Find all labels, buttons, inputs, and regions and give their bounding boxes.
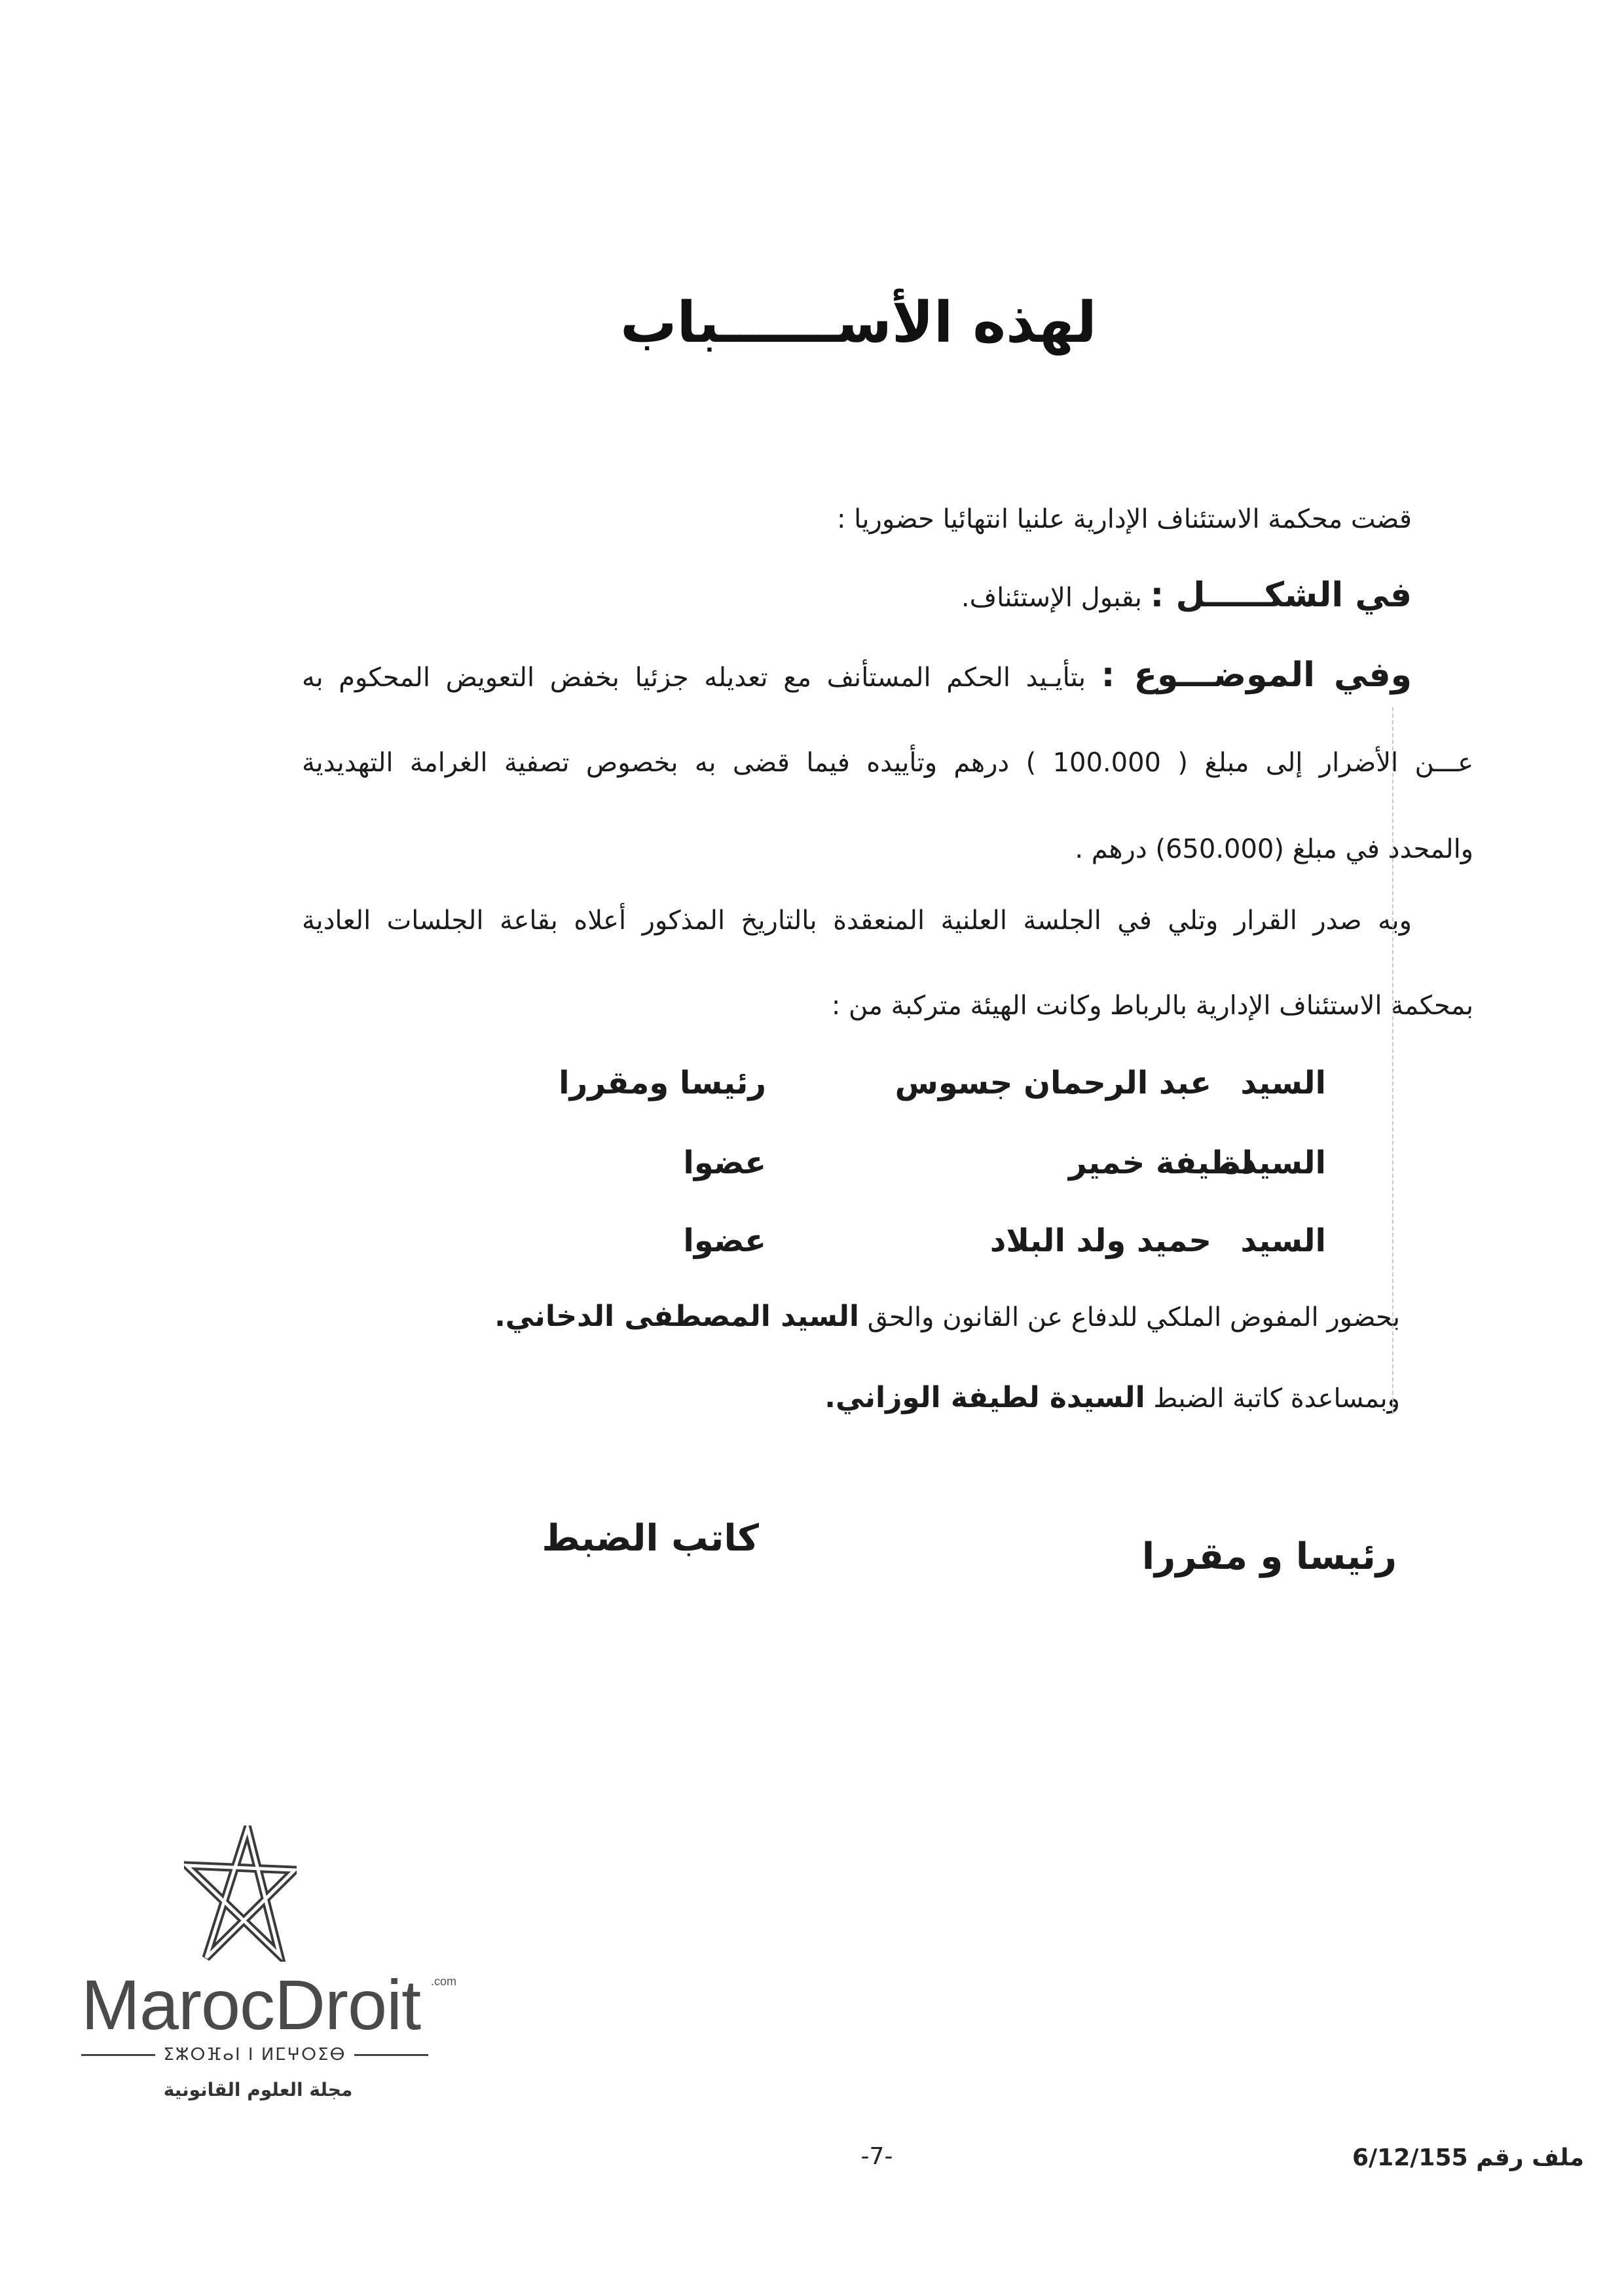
logo-rule-left [81, 2054, 155, 2056]
president-signature-label: رئيسا و مقررا [1141, 1535, 1397, 1578]
ruling-body-line: بمحكمة الاستئناف الإدارية بالرباط وكانت الهيئة متركبة من : [831, 991, 1473, 1021]
member-role: عضوا [683, 1145, 766, 1181]
form-label: في الشكـــــل : [1150, 576, 1412, 615]
attendance-prefix: بحضور المفوض الملكي للدفاع عن القانون والحق [867, 1302, 1400, 1332]
logo-rule-right [354, 2054, 428, 2056]
form-ruling-line [961, 574, 1412, 619]
logo-tagline: مجلة العلوم القانونية [163, 2079, 353, 2101]
logo-tifinagh-text: ⵉⵣⵔⴼⴰⵏ ⵏ ⵍⵎⵖⵔⵉⴱ [163, 2045, 346, 2065]
panel-member-row [0, 1139, 1624, 1186]
subject-text: بتأيـيد الحكم المستأنف مع تعديله جزئيا بخفض التعويض المحكوم به [302, 663, 1086, 693]
logo-brand-name: MarocDroit [81, 1965, 421, 2044]
member-role: رئيسا ومقررا [559, 1065, 766, 1101]
logo-tifinagh-row [81, 2042, 428, 2068]
member-name: حميد ولد البلاد [989, 1222, 1211, 1259]
member-title: السيدة [1222, 1145, 1326, 1181]
marocdroit-logo [65, 1820, 471, 2108]
clerk-assist-prefix: وبمساعدة كاتبة الضبط [1153, 1384, 1400, 1414]
form-text: بقبول الإستئناف. [961, 583, 1142, 613]
ruling-intro: قضت محكمة الاستئناف الإدارية علنيا انتهائيا حضوريا : [836, 504, 1412, 534]
member-name: لطيفة خمير [1069, 1145, 1253, 1181]
document-title: لهذه الأســــــباب [620, 290, 1097, 356]
panel-member-row [0, 1059, 1624, 1107]
file-number: ملف رقم 6/12/155 [1352, 2144, 1584, 2171]
member-role: عضوا [683, 1222, 766, 1259]
ruling-body-line: وبه صدر القرار وتلي في الجلسة العلنية المنعقدة بالتاريخ المذكور أعلاه بقاعة الجلسات العادية [302, 906, 1412, 936]
member-name: عبد الرحمان جسوس [895, 1065, 1211, 1101]
royal-commissioner-name: السيد المصطفى الدخاني. [494, 1300, 859, 1333]
subject-label: وفي الموضـــوع : [1101, 655, 1412, 695]
clerk-assist-line [824, 1378, 1400, 1419]
ruling-body-line: والمحدد في مبلغ (650.000) درهم . [1075, 834, 1473, 864]
scan-artifact-line [1392, 707, 1393, 1414]
member-title: السيد [1240, 1065, 1326, 1101]
panel-member-row [0, 1217, 1624, 1264]
logo-domain-suffix: .com [431, 1975, 457, 1988]
ruling-body-line: عـــن الأضرار إلى مبلغ ( 100.000 ) درهم وتأييده فيما قضى به بخصوص تصفية الغرامة التهديدية [302, 748, 1473, 778]
attendance-line [494, 1296, 1400, 1338]
star-icon [184, 1826, 297, 1962]
member-title: السيد [1240, 1222, 1326, 1259]
subject-ruling-line [302, 653, 1412, 697]
clerk-signature-label: كاتب الضبط [542, 1517, 759, 1560]
page-number: -7- [860, 2143, 893, 2170]
clerk-name: السيدة لطيفة الوزاني. [824, 1381, 1145, 1414]
